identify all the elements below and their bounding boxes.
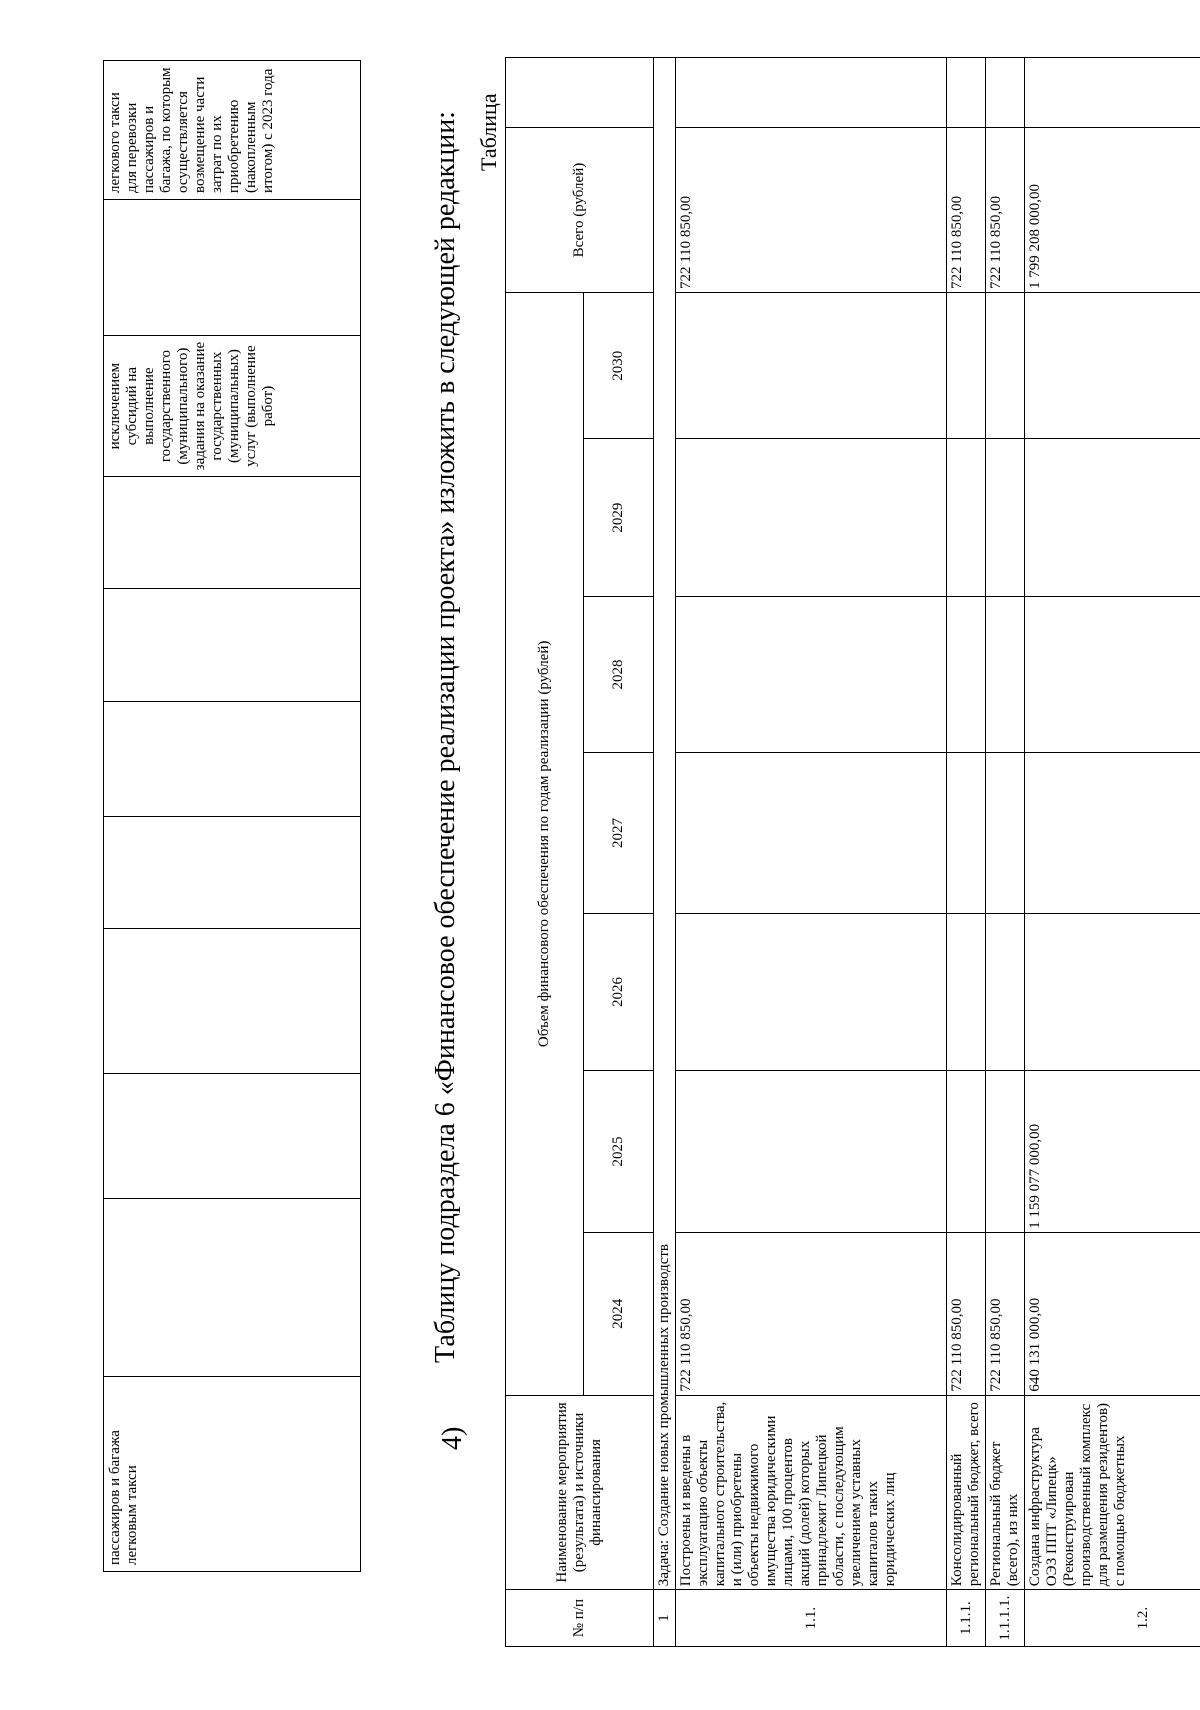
header-year-2029: 2029 [584, 439, 654, 596]
row-2028 [947, 596, 986, 752]
row-2025 [676, 1071, 947, 1233]
prev-table-cell-7 [104, 589, 361, 701]
row-num: 1.2. [1025, 1590, 1200, 1647]
header-num: № п/п [506, 1590, 654, 1647]
row-2027 [1025, 753, 1200, 914]
header-year-2030: 2030 [584, 293, 654, 439]
row-spare [986, 58, 1025, 128]
row-num: 1.1.1. [947, 1590, 986, 1647]
header-year-2024: 2024 [584, 1232, 654, 1395]
row-2030 [986, 293, 1025, 439]
row-2030 [947, 293, 986, 439]
row-2029 [1025, 439, 1200, 596]
row-total: 722 110 850,00 [986, 128, 1025, 293]
prev-table-cell-4 [104, 929, 361, 1074]
prev-table-cell-5 [104, 816, 361, 928]
row-spare [676, 58, 947, 128]
row-2028 [1025, 596, 1200, 752]
row-2026 [676, 913, 947, 1070]
row-2027 [676, 753, 947, 914]
row-2024: 640 131 000,00 [1025, 1232, 1200, 1395]
row-total: 722 110 850,00 [947, 128, 986, 293]
table-label: Таблица [476, 93, 501, 171]
row-2030 [676, 293, 947, 439]
row-2027 [986, 753, 1025, 914]
header-total: Всего (рублей) [506, 128, 654, 293]
row-2027 [947, 753, 986, 914]
header-volume: Объем финансового обеспечения по годам реализации (рублей) [506, 293, 584, 1396]
header-spare [506, 58, 654, 128]
row-2028 [986, 596, 1025, 752]
row-2024: 722 110 850,00 [947, 1232, 986, 1395]
header-year-2025: 2025 [584, 1071, 654, 1233]
row-2029 [986, 439, 1025, 596]
row-2030 [1025, 293, 1200, 439]
row-name: Консолидированный региональный бюджет, всего [947, 1395, 986, 1590]
row-2026 [986, 913, 1025, 1070]
prev-table-cell-9: исключением субсидий на выполнение государственного (муниципального) задания на оказание государственных (муниципальных) услуг (выполнение работ) [104, 336, 361, 476]
row-2029 [676, 439, 947, 596]
previous-table-fragment [103, 60, 361, 1572]
header-year-2026: 2026 [584, 913, 654, 1070]
header-row-1 [506, 58, 584, 1647]
row-2025 [986, 1071, 1025, 1233]
task-num: 1 [654, 1590, 676, 1647]
row-2026 [947, 913, 986, 1070]
table-row [676, 58, 947, 1647]
prev-table-cell-3 [104, 1073, 361, 1198]
row-2025 [947, 1071, 986, 1233]
header-year-2027: 2027 [584, 753, 654, 914]
prev-table-cell-6 [104, 701, 361, 816]
prev-table-cell-10 [104, 200, 361, 336]
task-text: Задача: Создание новых промышленных производств [654, 58, 676, 1590]
row-2029 [947, 439, 986, 596]
row-2028 [676, 596, 947, 752]
row-2024: 722 110 850,00 [986, 1232, 1025, 1395]
row-spare [947, 58, 986, 128]
row-2025: 1 159 077 000,00 [1025, 1071, 1200, 1233]
item-number: 4) [437, 1426, 468, 1450]
table-row [986, 58, 1025, 1647]
row-total: 722 110 850,00 [676, 128, 947, 293]
row-num: 1.1.1.1. [986, 1590, 1025, 1647]
row-name: Региональный бюджет (всего), из них [986, 1395, 1025, 1590]
task-row [654, 58, 676, 1647]
row-2024: 722 110 850,00 [676, 1232, 947, 1395]
row-name: Создана инфраструктура ОЭЗ ППТ «Липецк» (Реконструирован производственный комплекс для размещения резидентов) с помощью бюджетных [1025, 1395, 1200, 1590]
row-spare [1025, 58, 1200, 128]
header-name: Наименование мероприятия (результата) и источники финансирования [506, 1395, 654, 1590]
prev-table-cell-8 [104, 476, 361, 588]
row-2026 [1025, 913, 1200, 1070]
financing-table [505, 57, 1200, 1647]
prev-table-cell-11: легкового такси для перевозки пассажиров и багажа, по которым осуществляется возмещение части затрат по их приобретению (накопленным итогом) с 2023 года [104, 61, 361, 200]
row-name: Построены и введены в эксплуатацию объекты капитального строительства, и (или) приобретены объекты недвижимого имущества юридическими лицами, 100 процентов акций (долей) которых принадлежит Липецкой области, с последующим увеличением уставных капиталов таких юридических лиц [676, 1395, 947, 1590]
row-num: 1.1. [676, 1590, 947, 1647]
table-row [947, 58, 986, 1647]
prev-table-cell-1: пассажиров и багажа легковым такси [104, 1377, 361, 1572]
prev-table-cell-2 [104, 1199, 361, 1377]
amendment-heading: Таблицу подраздела 6 «Финансовое обеспечение реализации проекта» изложить в следующей редакции: [430, 111, 461, 1363]
table-row [1025, 58, 1200, 1647]
header-year-2028: 2028 [584, 596, 654, 752]
row-total: 1 799 208 000,00 [1025, 128, 1200, 293]
